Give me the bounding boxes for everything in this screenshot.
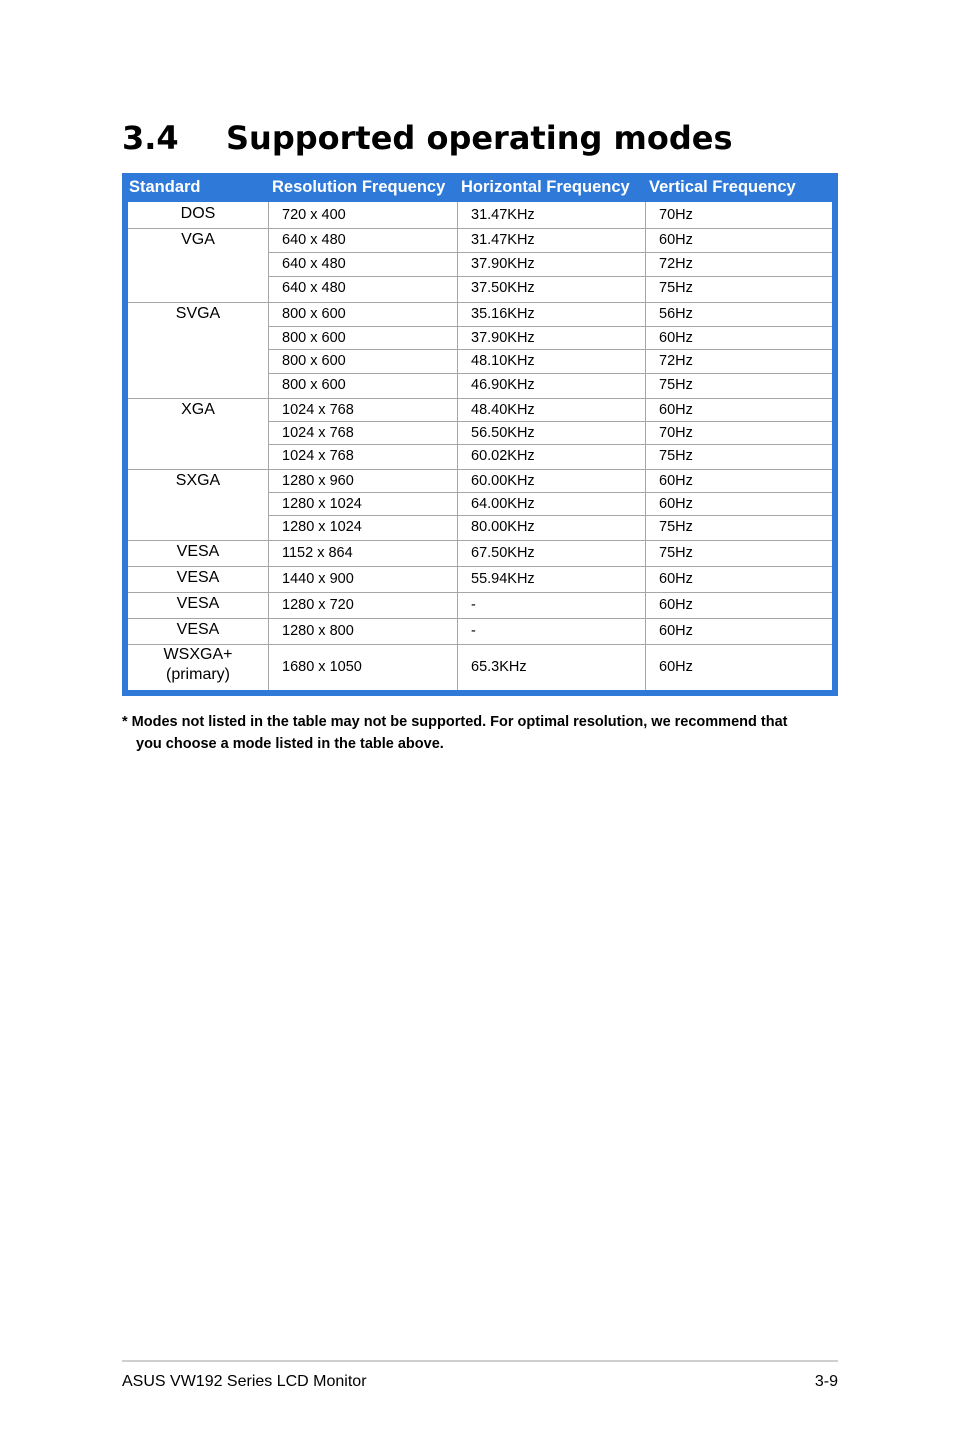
group-divider xyxy=(128,228,832,229)
resolution-cell: 640 x 480 xyxy=(282,280,346,296)
resolution-cell: 1680 x 1050 xyxy=(282,659,362,675)
horizontal-cell: 35.16KHz xyxy=(471,306,535,322)
header-horizontal: Horizontal Frequency xyxy=(461,178,630,196)
standard-cell: XGA xyxy=(181,401,215,418)
resolution-cell: 1024 x 768 xyxy=(282,425,354,441)
standard-cell: VESA xyxy=(176,621,220,638)
horizontal-cell: - xyxy=(471,597,476,613)
section-number: 3.4 xyxy=(122,119,179,157)
vertical-cell: 75Hz xyxy=(659,448,693,464)
resolution-cell: 640 x 480 xyxy=(282,232,346,248)
standard-cell: VGA xyxy=(181,231,215,248)
horizontal-cell: 64.00KHz xyxy=(471,496,535,512)
group-divider xyxy=(128,302,832,303)
horizontal-cell: 55.94KHz xyxy=(471,571,535,587)
resolution-cell: 800 x 600 xyxy=(282,353,346,369)
resolution-cell: 720 x 400 xyxy=(282,207,346,223)
horizontal-cell: 56.50KHz xyxy=(471,425,535,441)
standard-cell: VESA xyxy=(176,595,220,612)
row-divider xyxy=(268,349,832,350)
standard-cell: SXGA xyxy=(175,472,221,489)
vertical-cell: 60Hz xyxy=(659,232,693,248)
footer-rule xyxy=(122,1360,838,1362)
row-divider xyxy=(268,492,832,493)
vertical-cell: 75Hz xyxy=(659,376,693,393)
vertical-cell: 60Hz xyxy=(659,571,693,587)
resolution-cell: 1280 x 800 xyxy=(282,623,354,639)
section-title: Supported operating modes xyxy=(226,119,733,157)
page-heading xyxy=(122,114,733,162)
row-divider xyxy=(268,444,832,445)
header-vertical: Vertical Frequency xyxy=(649,178,796,196)
row-divider xyxy=(268,252,832,253)
row-divider xyxy=(268,276,832,277)
table-header xyxy=(122,173,838,202)
resolution-cell: 800 x 600 xyxy=(282,329,346,346)
horizontal-cell: 67.50KHz xyxy=(471,545,535,561)
resolution-cell: 800 x 600 xyxy=(282,306,346,322)
header-resolution: Resolution Frequency xyxy=(272,178,446,196)
horizontal-cell: 37.90KHz xyxy=(471,256,535,272)
group-divider xyxy=(128,540,832,541)
vertical-cell: 60Hz xyxy=(659,597,693,613)
vertical-cell: 70Hz xyxy=(659,207,693,223)
resolution-cell: 1152 x 864 xyxy=(282,545,353,561)
horizontal-cell: 37.50KHz xyxy=(471,280,535,296)
vertical-cell: 75Hz xyxy=(659,545,693,561)
header-standard: Standard xyxy=(129,178,201,196)
group-divider xyxy=(128,566,832,567)
group-divider xyxy=(128,618,832,619)
standard-cell: VESA xyxy=(176,543,220,560)
vertical-cell: 72Hz xyxy=(659,256,693,272)
page-number: 3-9 xyxy=(814,1373,838,1390)
modes-table xyxy=(122,173,838,696)
vertical-cell: 75Hz xyxy=(659,280,693,296)
standard-cell: WSXGA+ (primary) xyxy=(163,646,233,683)
row-divider xyxy=(268,326,832,327)
horizontal-cell: - xyxy=(471,623,476,639)
row-divider xyxy=(268,421,832,422)
resolution-cell: 800 x 600 xyxy=(282,376,346,393)
vertical-cell: 60Hz xyxy=(659,659,693,675)
footnote-line: you choose a mode listed in the table above. xyxy=(136,735,444,752)
row-divider xyxy=(268,373,832,374)
horizontal-cell: 65.3KHz xyxy=(471,659,527,675)
resolution-cell: 1440 x 900 xyxy=(282,571,354,587)
horizontal-cell: 37.90KHz xyxy=(471,329,535,346)
footnote-line: * Modes not listed in the table may not be supported. For optimal resolution, we recommend that xyxy=(122,714,788,730)
vertical-cell: 60Hz xyxy=(659,402,693,418)
row-divider xyxy=(268,515,832,516)
group-divider xyxy=(128,592,832,593)
vertical-cell: 75Hz xyxy=(659,519,693,535)
vertical-cell: 56Hz xyxy=(659,306,693,322)
standard-cell: VESA xyxy=(176,569,220,586)
resolution-cell: 1280 x 720 xyxy=(282,597,354,613)
horizontal-cell: 31.47KHz xyxy=(471,207,535,223)
footnote xyxy=(122,712,842,755)
standard-cell: SVGA xyxy=(175,305,221,322)
resolution-cell: 1024 x 768 xyxy=(282,402,354,418)
horizontal-cell: 60.00KHz xyxy=(471,473,535,489)
table-body xyxy=(128,202,832,690)
vertical-cell: 70Hz xyxy=(659,425,693,441)
group-divider xyxy=(128,398,832,399)
vertical-cell: 60Hz xyxy=(659,329,693,346)
horizontal-cell: 80.00KHz xyxy=(471,519,535,535)
horizontal-cell: 48.10KHz xyxy=(471,353,535,369)
vertical-cell: 60Hz xyxy=(659,473,693,489)
vertical-cell: 60Hz xyxy=(659,496,693,512)
resolution-cell: 1280 x 1024 xyxy=(282,496,362,512)
resolution-cell: 1024 x 768 xyxy=(282,448,354,464)
horizontal-cell: 46.90KHz xyxy=(471,376,535,393)
horizontal-cell: 60.02KHz xyxy=(471,448,535,464)
resolution-cell: 1280 x 1024 xyxy=(282,519,362,535)
vertical-cell: 60Hz xyxy=(659,623,693,639)
group-divider xyxy=(128,469,832,470)
horizontal-cell: 31.47KHz xyxy=(471,232,535,248)
vertical-cell: 72Hz xyxy=(659,353,693,369)
standard-cell: DOS xyxy=(180,205,216,222)
resolution-cell: 1280 x 960 xyxy=(282,473,354,489)
horizontal-cell: 48.40KHz xyxy=(471,402,535,418)
footer-title: ASUS VW192 Series LCD Monitor xyxy=(122,1373,367,1390)
resolution-cell: 640 x 480 xyxy=(282,256,346,272)
